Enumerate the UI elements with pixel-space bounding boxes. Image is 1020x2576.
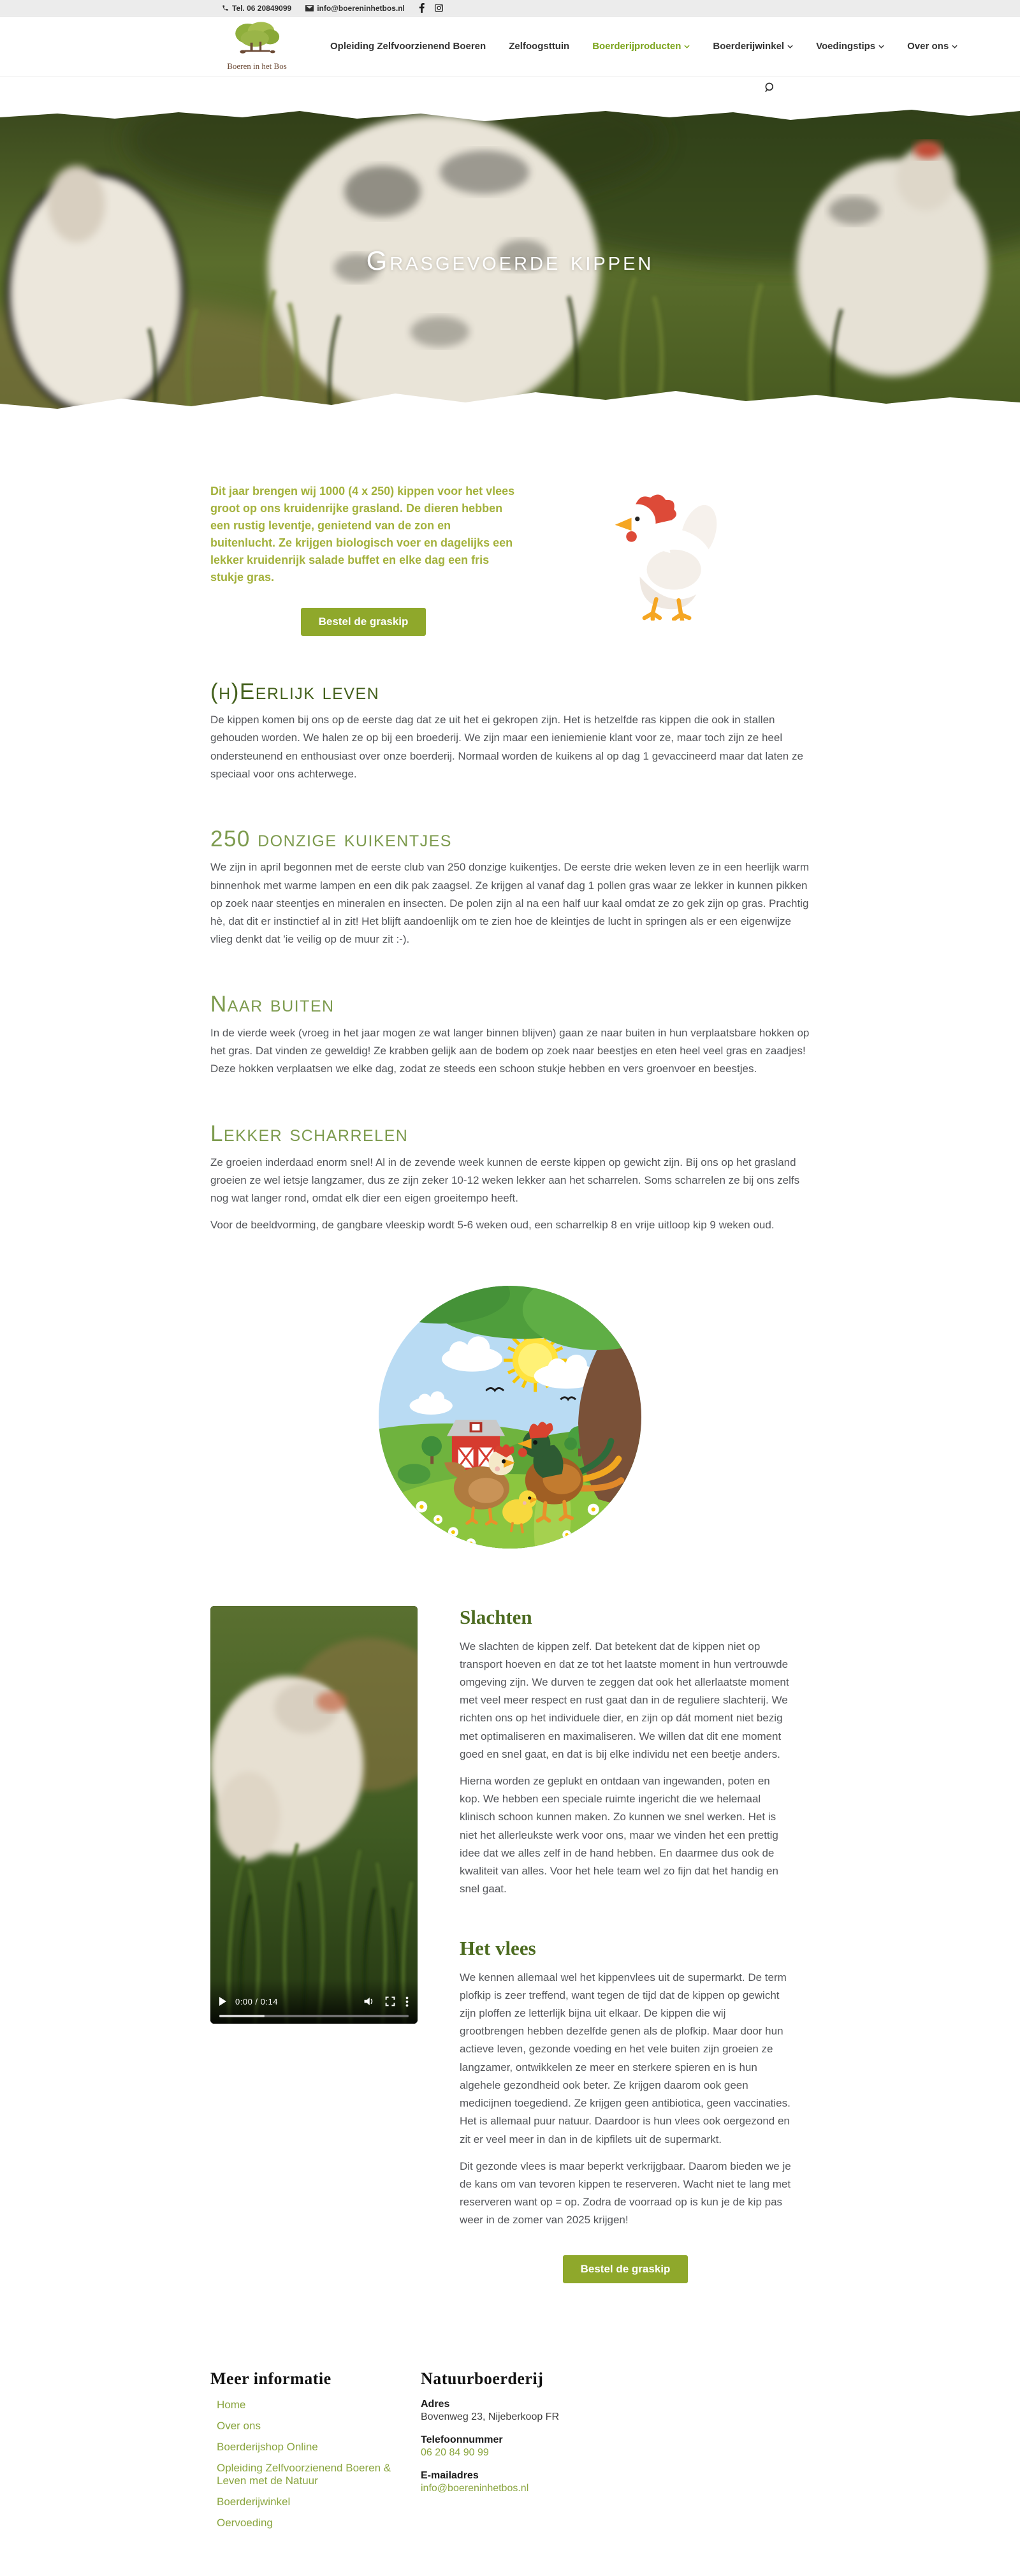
address-label: Adres xyxy=(421,2398,450,2410)
section-naar-buiten xyxy=(210,992,810,1078)
instagram-icon[interactable] xyxy=(435,4,443,12)
footer-info-column xyxy=(210,2369,421,2538)
logo-tree-icon xyxy=(232,48,282,59)
video-frame-chicken-in-grass xyxy=(210,1606,418,2024)
nav-item-zelfoogsttuin[interactable] xyxy=(509,41,569,52)
order-graskip-button[interactable]: Bestel de graskip xyxy=(301,608,426,636)
email-value[interactable]: info@boereninhetbos.nl xyxy=(421,2482,529,2494)
farm-scene-illustration xyxy=(377,1284,643,1550)
nav-item-boerderijproducten[interactable] xyxy=(592,41,690,52)
footer-heading: Meer informatie xyxy=(210,2369,332,2388)
section-heading: (h)Eerlijk leven xyxy=(210,679,380,704)
topbar-email[interactable] xyxy=(305,4,405,13)
video-player[interactable] xyxy=(210,1606,418,2024)
phone-value[interactable]: 06 20 84 90 99 xyxy=(421,2447,489,2458)
play-icon[interactable] xyxy=(219,1997,226,2006)
section-het-vlees xyxy=(460,1937,791,2283)
video-controls xyxy=(210,1979,418,2024)
nav-item-label: Opleiding Zelfvoorzienend Boeren xyxy=(330,41,486,52)
topbar-phone[interactable] xyxy=(222,4,291,13)
video-time: 0:00 / 0:14 xyxy=(235,1996,278,2006)
nav-item-voedingstips[interactable] xyxy=(816,41,884,52)
footer-link-oervoeding[interactable]: Oervoeding xyxy=(217,2516,273,2529)
phone-label: Telefoonnummer xyxy=(421,2434,503,2445)
topbar xyxy=(0,0,1020,17)
intro-text: Dit jaar brengen wij 1000 (4 x 250) kippen voor het vlees groot op ons kruidenrijke grasland. De dieren hebben een rustig leventje, genietend van de zon en buitenlucht. Ze krijgen biologisch voer en dagelijks een lekker kruidenrijk salade buffet en elke dag een fris stukje gras. xyxy=(210,485,515,584)
facebook-icon[interactable] xyxy=(419,3,425,13)
footer-link-opleiding[interactable]: Opleiding Zelfvoorzienend Boeren & Leven met de Natuur xyxy=(217,2461,391,2487)
search-strip xyxy=(0,77,1020,102)
footer-link-over-ons[interactable]: Over ons xyxy=(217,2419,261,2432)
footer-link-item xyxy=(210,2462,421,2487)
section-paragraph: In de vierde week (vroeg in het jaar mogen ze wat langer binnen blijven) gaan ze naar buiten in hun verplaatsbare hokken op het gras. Dat vinden ze geweldig! Ze krabben gelijk aan de bodem op zoek naar beestjes en eten heel veel gras en zaadjes! Deze hokken verplaatsen we elke dag, zodat ze steeds een schoon stukje hebben en vers groenvoer en beestjes. xyxy=(210,1026,810,1075)
section-lekker-scharrelen xyxy=(210,1121,810,1234)
chevron-down-icon xyxy=(878,45,884,48)
video-progress-fill xyxy=(219,2015,265,2017)
section-heading: Naar buiten xyxy=(210,992,335,1017)
logo-text: Boeren in het Bos xyxy=(227,61,287,71)
footer-contact-column xyxy=(421,2369,631,2538)
section-paragraph: We slachten de kippen zelf. Dat betekent dat de kippen niet op transport hoeven en dat ze tot het laatste moment in hun vertrouwde omgeving zijn. We durven te zeggen dat ook het allerlaatste moment met veel meer respect en rust gaat dan in de reguliere slachterij. We richten ons op het individuele dier, en zijn op dát moment niet bezig met optimaliseren en maximaliseren. We willen dat dit ene moment goed en snel gaat, en dat is bij elke individu net een beetje anders. xyxy=(460,1640,789,1760)
section-heading: 250 donzige kuikentjes xyxy=(210,827,452,852)
section-paragraph: De kippen komen bij ons op de eerste dag dat ze uit het ei gekropen zijn. Het is hetzelfde ras kippen die ook in stallen gehouden worden. We halen ze op bij een broederij. We zijn maar een ieniemienie klant voor ze, maar toch zijn ze heel ondersteunend en enthousiast over onze boerderij. Normaal worden de kuikens al op dag 1 gevaccineerd maar dat laten ze speciaal voor ons achterwege. xyxy=(210,714,803,780)
nav-item-label: Voedingstips xyxy=(816,41,876,52)
video-progress-bar[interactable] xyxy=(219,2015,409,2017)
nav-item-label: Zelfoogsttuin xyxy=(509,41,570,52)
intro-section xyxy=(210,424,810,636)
section-paragraph: We kennen allemaal wel het kippenvlees uit de supermarkt. De term plofkip is zeer treffend, want tegen de tijd dat de kippen op gewicht zijn ploffen ze letterlijk bijna uit elkaar. De kippen die wij grootbrengen hebben dezelfde genen als de plofkip. Maar door hun actieve leven, gezonde voeding en het vele buiten zijn groeien ze langzamer, ontwikkelen ze meer en sterkere spieren en is hun algehele gezondheid ook beter. Ze krijgen daarom ook geen medicijnen toegediend. Ze krijgen geen antibiotica, geen vaccinaties. Het is allemaal puur natuur. Daardoor is hun vlees ook oergezond en zit er veel meer in dan in de kipfilets uit de supermarkt. xyxy=(460,1971,790,2145)
nav-item-label: Boerderijwinkel xyxy=(713,41,785,52)
section-donzige-kuikentjes xyxy=(210,827,810,948)
address-value: Bovenweg 23, Nijeberkoop FR xyxy=(421,2411,560,2422)
section-heading: Het vlees xyxy=(460,1936,536,1959)
footer-link-item xyxy=(210,2496,421,2508)
email-label: E-mailadres xyxy=(421,2469,479,2481)
site-logo[interactable] xyxy=(222,21,292,71)
more-options-icon[interactable] xyxy=(405,1996,409,2007)
chevron-down-icon xyxy=(952,45,958,48)
nav-menu xyxy=(330,41,958,52)
slachten-vlees-section xyxy=(210,1606,810,2283)
nav-item-boerderijwinkel[interactable] xyxy=(713,41,793,52)
hero-banner xyxy=(0,102,1020,424)
torn-edge-top xyxy=(0,102,1020,124)
section-paragraph: Hierna worden ze geplukt en ontdaan van ingewanden, poten en kop. We hebben een speciale ruimte ingericht die we helemaal klinisch schoon kunnen maken. Zo kunnen we snel werken. Het is niet het allerleukste werk voor ons, maar we vinden het een prettig idee dat we alles zelf in de hand hebben. En daarmee dus ook de kwaliteit van alles. Voor het hele team wel zo fijn dat het handig en snel gaat. xyxy=(460,1775,778,1895)
email-icon xyxy=(305,5,314,11)
footer-link-boerderijshop[interactable]: Boerderijshop Online xyxy=(217,2440,318,2453)
section-heading: Slachten xyxy=(460,1605,532,1628)
section-paragraph: Voor de beeldvorming, de gangbare vleeskip wordt 5-6 weken oud, een scharrelkip 8 en vrije uitloop kip 9 weken oud. xyxy=(210,1219,775,1232)
footer-link-item xyxy=(210,2399,421,2411)
nav-item-opleiding[interactable] xyxy=(330,41,486,52)
fullscreen-icon[interactable] xyxy=(385,1996,395,2006)
footer-link-item xyxy=(210,2441,421,2454)
search-icon[interactable] xyxy=(764,82,776,98)
topbar-email-label: info@boereninhetbos.nl xyxy=(317,3,405,13)
chevron-down-icon xyxy=(684,45,690,48)
nav-item-label: Boerderijproducten xyxy=(592,41,681,52)
topbar-phone-label: Tel. 06 20849099 xyxy=(232,3,292,13)
footer-link-home[interactable]: Home xyxy=(217,2398,246,2411)
section-slachten xyxy=(460,1606,791,1899)
nav-item-over-ons[interactable] xyxy=(907,41,958,52)
phone-icon xyxy=(222,4,229,11)
nav-item-label: Over ons xyxy=(907,41,949,52)
footer xyxy=(210,2369,810,2576)
cartoon-chicken-illustration xyxy=(604,474,722,621)
main-nav xyxy=(0,17,1020,77)
section-paragraph: We zijn in april begonnen met de eerste club van 250 donzige kuikentjes. De eerste drie weken leven ze in een heerlijk warm binnenhok met warme lampen en een dik pak zaagsel. Ze krijgen al vanaf dag 1 pollen gras waar ze lekker in kunnen pikken op zoek naar steentjes en mineralen en insecten. De polen zijn al na een half uur kaal omdat ze zo gek zijn op gras. Prachtig hè, dat dit er instinctief al in zit! Het blijft aandoenlijk om te zien hoe de kleintjes de lucht in springen als er een eigenwijze vlieg denkt dat 'ie veilig op de muur zit :-). xyxy=(210,861,809,946)
footer-link-item xyxy=(210,2517,421,2529)
page-title: Grasgevoerde kippen xyxy=(366,246,654,276)
footer-heading: Natuurboerderij xyxy=(421,2369,544,2388)
section-eerlijk-leven xyxy=(210,679,810,783)
chevron-down-icon xyxy=(787,45,793,48)
volume-icon[interactable] xyxy=(363,1996,375,2006)
footer-link-item xyxy=(210,2420,421,2432)
order-graskip-button[interactable]: Bestel de graskip xyxy=(563,2255,688,2283)
section-paragraph: Ze groeien inderdaad enorm snel! Al in de zevende week kunnen de eerste kippen op gewicht zijn. Bij ons op het grasland groeien ze wel ietsje langzamer, dus ze zijn zeker 10-12 weken lekker aan het scharrelen. Soms scharrelen ze bij ons zelfs nog wat langer rond, omdat elk dier een eigen groeitempo heeft. xyxy=(210,1156,800,1205)
torn-edge-bottom xyxy=(0,387,1020,424)
section-heading: Lekker scharrelen xyxy=(210,1121,409,1147)
section-paragraph: Dit gezonde vlees is maar beperkt verkrijgbaar. Daarom bieden we je de kans om van tevoren kippen te reserveren. Wacht niet te lang met reserveren want op = op. Zodra de voorraad op is kun je de kip pas weer in de zomer van 2025 krijgen! xyxy=(460,2160,791,2226)
footer-link-boerderijwinkel[interactable]: Boerderijwinkel xyxy=(217,2495,291,2508)
